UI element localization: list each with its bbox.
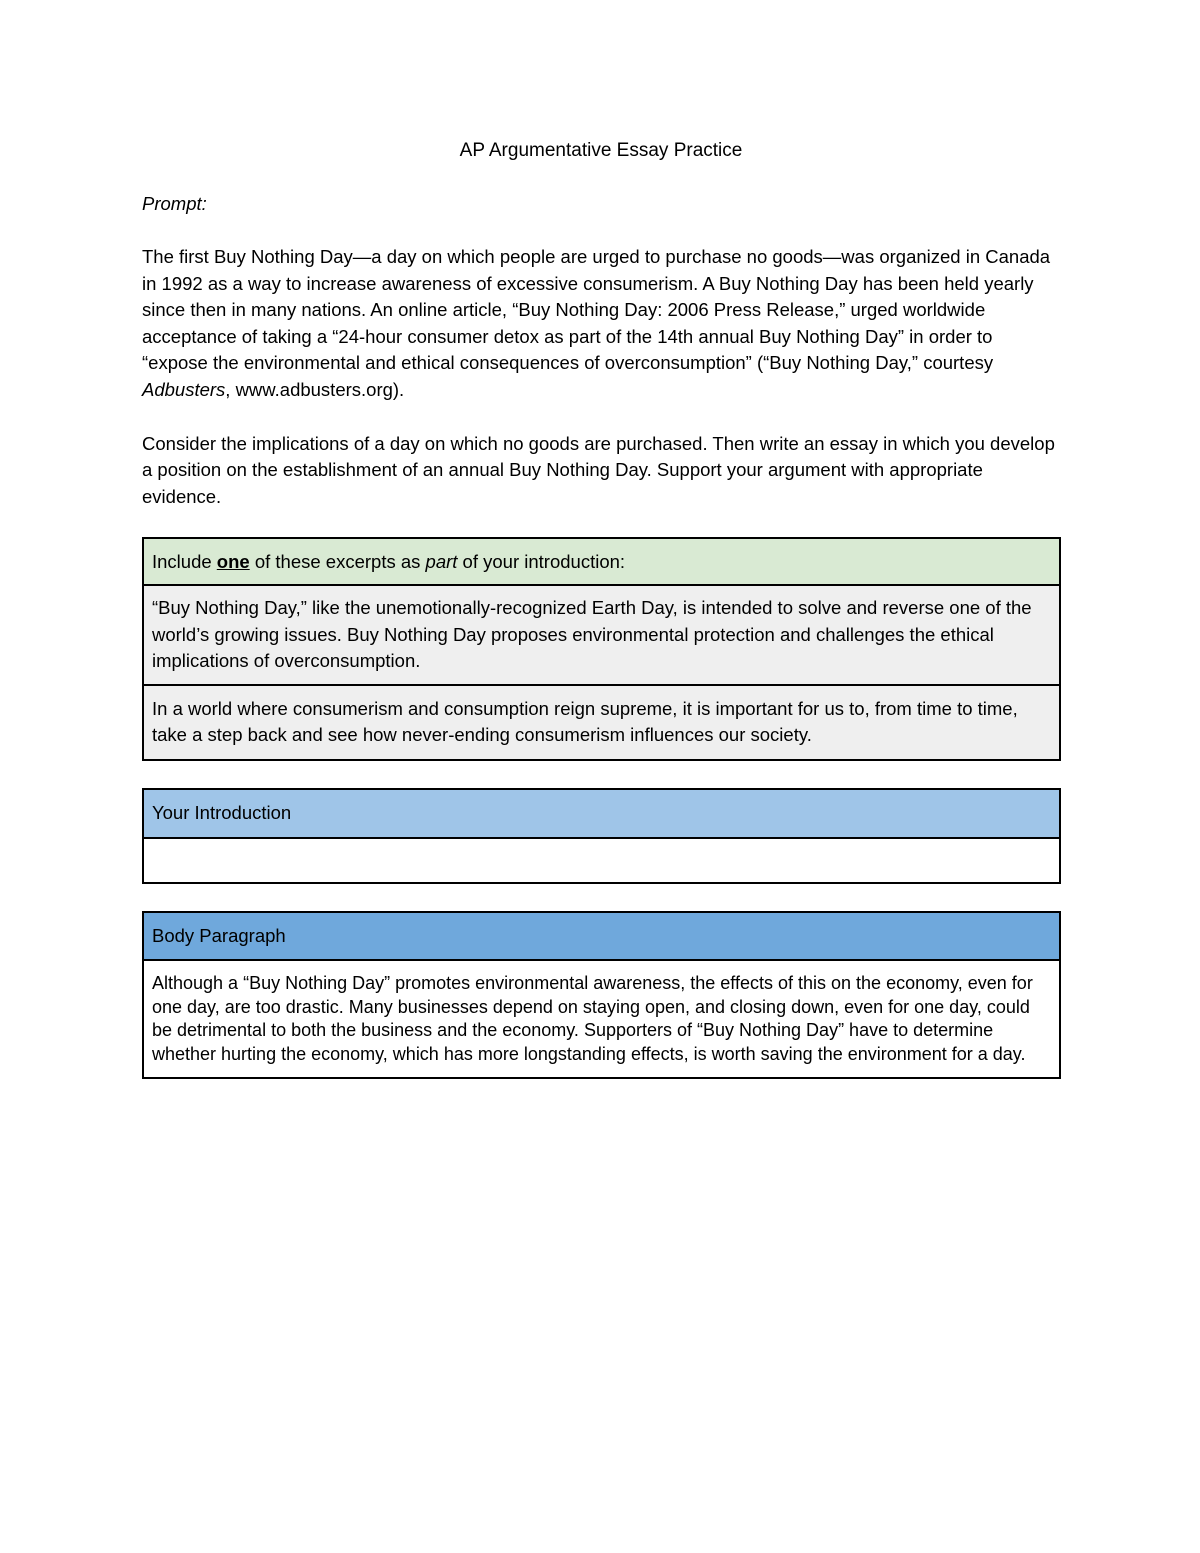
excerpts-header-italic: part	[425, 551, 458, 573]
excerpts-header	[144, 539, 1059, 584]
prompt-paragraph-citation: , www.adbusters.org).	[225, 378, 405, 400]
body-paragraph-header: Body Paragraph	[144, 913, 1059, 960]
introduction-table	[142, 788, 1061, 884]
prompt-label: Prompt:	[142, 193, 207, 214]
excerpts-header-emphasis: one	[216, 551, 250, 573]
prompt-paragraph	[142, 244, 1060, 404]
excerpts-table	[142, 537, 1061, 761]
document-title: AP Argumentative Essay Practice	[459, 140, 743, 161]
body-paragraph-field[interactable]: Although a “Buy Nothing Day” promotes environmental awareness, the effects of this on the economy, even for one day, are too drastic. Many businesses depend on staying open, and closing down, even for one day, could be detrimental to both the business and the economy. Supporters of “Buy Nothing Day” have to determine whether hurting the economy, which has more longstanding effects, is worth saving the environment for a day.	[144, 959, 1059, 1077]
excerpts-header-part1: Include	[152, 551, 217, 573]
document-page	[142, 138, 1060, 1079]
introduction-field[interactable]	[144, 837, 1059, 882]
instruction-paragraph: Consider the implications of a day on which no goods are purchased. Then write an essay in which you develop a position on the establishment of an annual Buy Nothing Day. Support your argument with appropriate evidence.	[142, 432, 1055, 507]
excerpt-option-2: In a world where consumerism and consumption reign supreme, it is important for us to, from time to time, take a step back and see how never-ending consumerism influences our society.	[144, 684, 1059, 759]
body-paragraph-table	[142, 911, 1061, 1080]
excerpts-header-part2: of these excerpts as	[249, 551, 426, 573]
excerpts-header-part3: of your introduction:	[457, 551, 626, 573]
prompt-paragraph-source: Adbusters	[142, 378, 226, 400]
introduction-header: Your Introduction	[144, 790, 1059, 837]
excerpt-option-1: “Buy Nothing Day,” like the unemotionally-recognized Earth Day, is intended to solve and reverse one of the world’s growing issues. Buy Nothing Day proposes environmental protection and challenges the ethical implications of overconsumption.	[144, 584, 1059, 684]
prompt-paragraph-text: The first Buy Nothing Day—a day on which people are urged to purchase no goods—was organized in Canada in 1992 as a way to increase awareness of excessive consumerism. A Buy Nothing Day has been held yearly since then in many nations. An online article, “Buy Nothing Day: 2006 Press Release,” urged worldwide acceptance of taking a “24-hour consumer detox as part of the 14th annual Buy Nothing Day” in order to “expose the environmental and ethical consequences of overconsumption” (“Buy Nothing Day,” courtesy	[142, 246, 1051, 374]
